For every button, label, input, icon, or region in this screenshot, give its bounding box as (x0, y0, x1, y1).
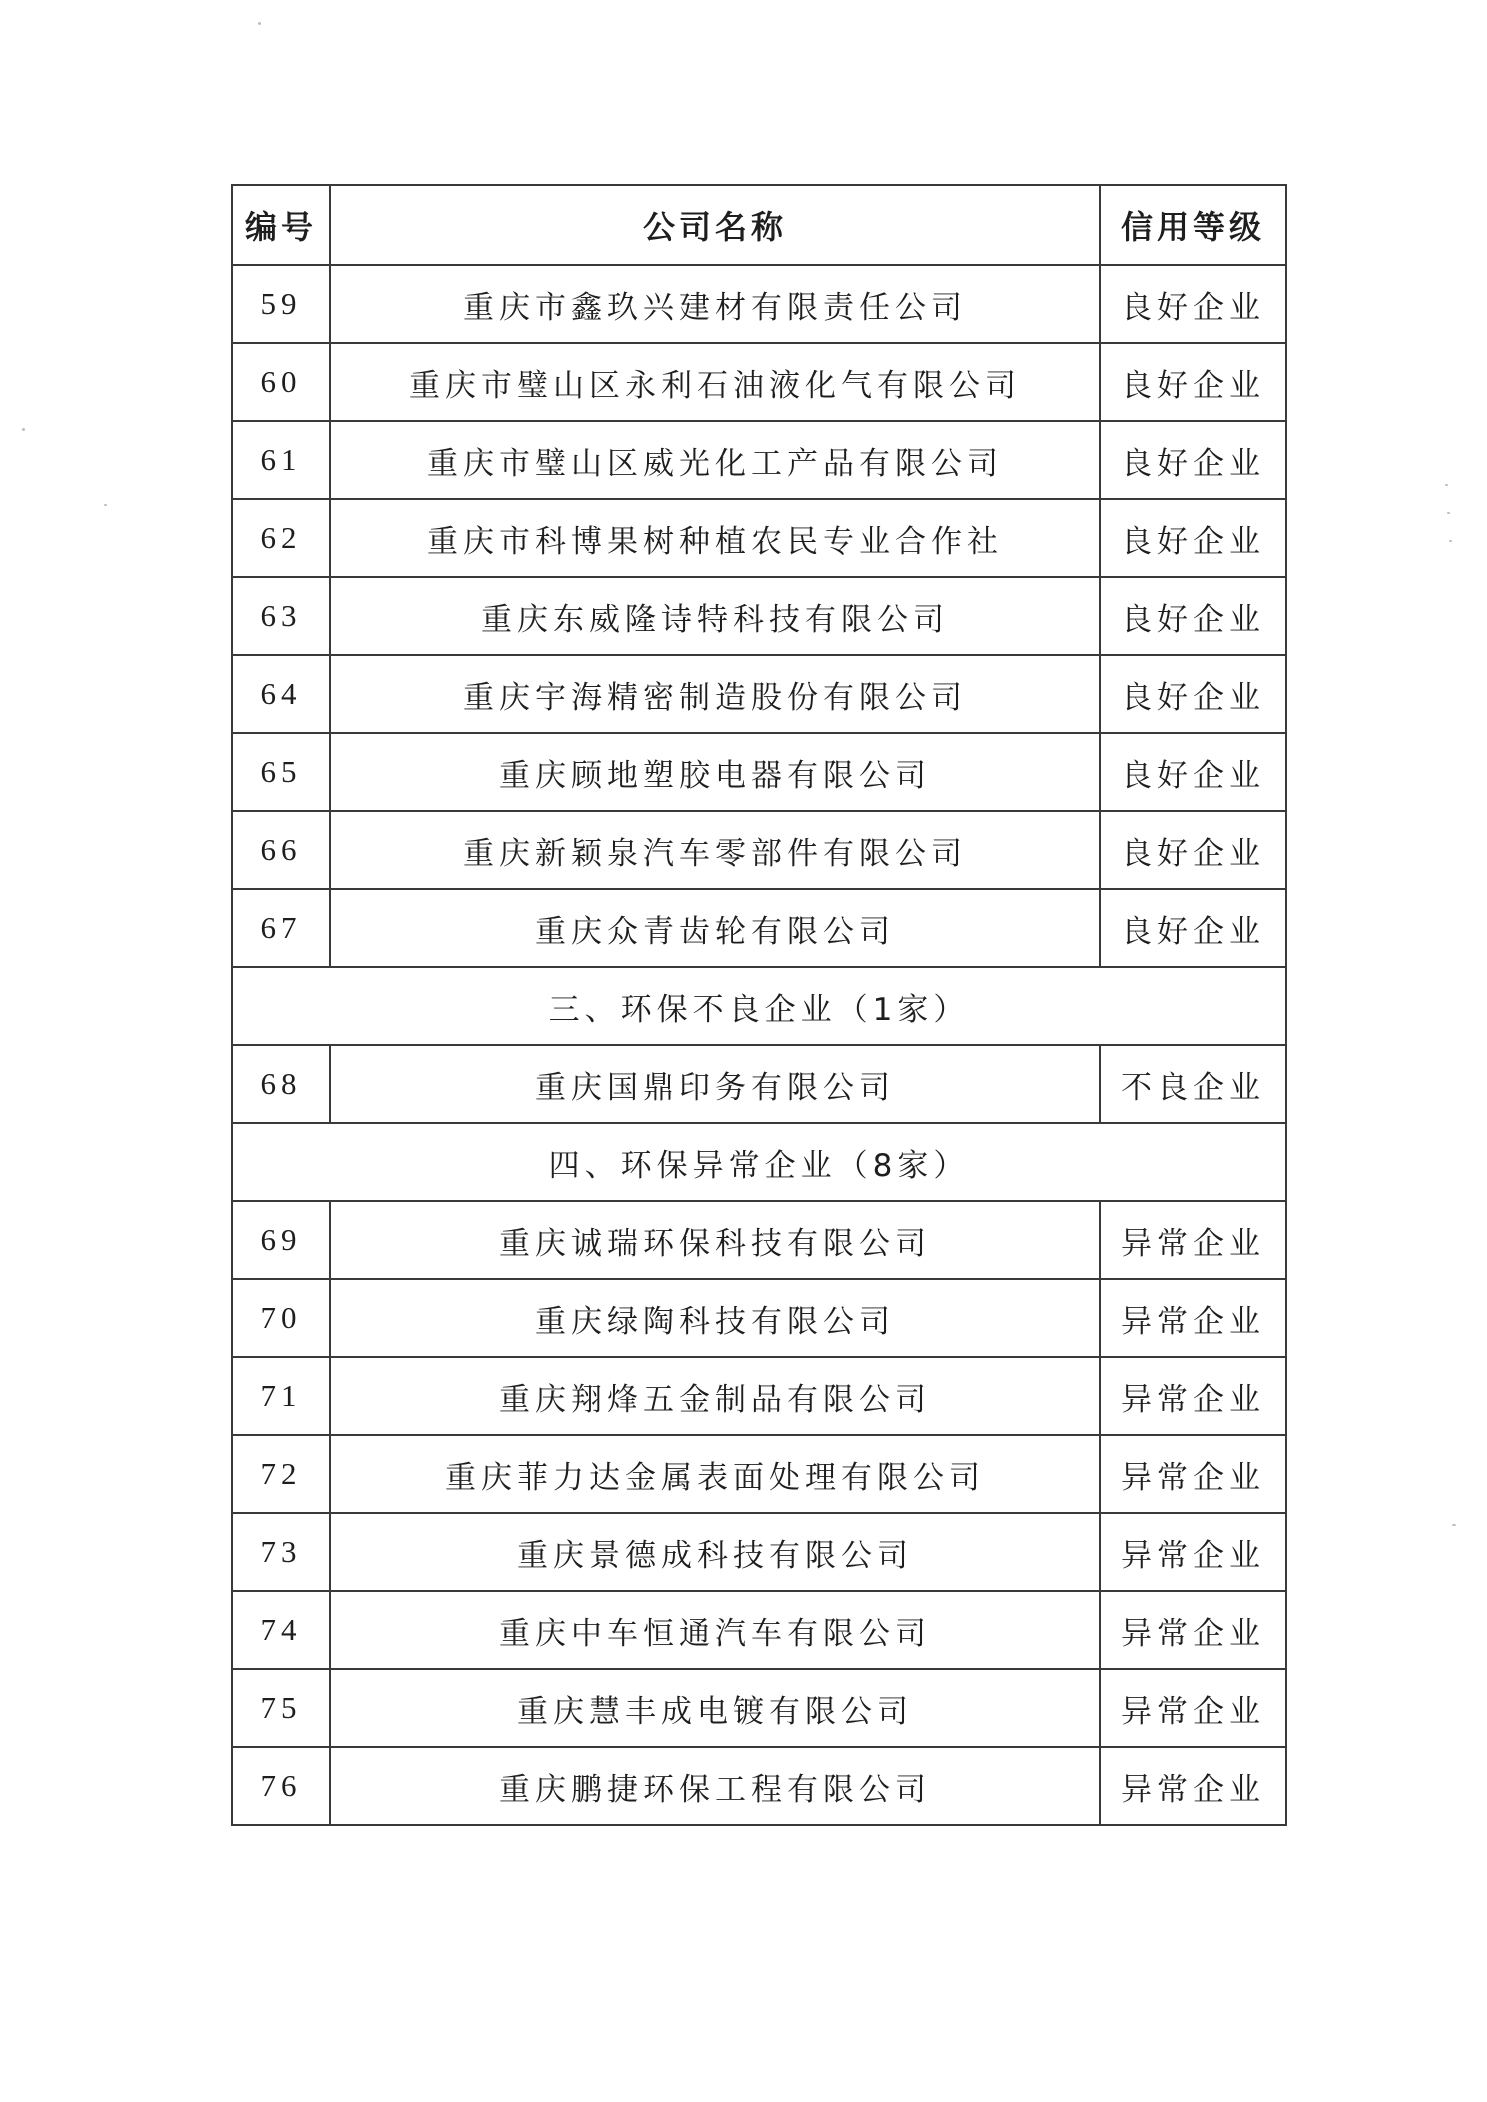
row-credit-rating: 良好企业 (1100, 889, 1286, 967)
row-company-name: 重庆景德成科技有限公司 (330, 1513, 1100, 1591)
row-number: 63 (232, 577, 330, 655)
row-number: 75 (232, 1669, 330, 1747)
row-number: 69 (232, 1201, 330, 1279)
table-row (232, 655, 1286, 733)
row-credit-rating: 异常企业 (1100, 1747, 1286, 1825)
row-number: 70 (232, 1279, 330, 1357)
row-number: 71 (232, 1357, 330, 1435)
section-header-row (232, 1123, 1286, 1201)
row-credit-rating: 良好企业 (1100, 655, 1286, 733)
row-company-name: 重庆菲力达金属表面处理有限公司 (330, 1435, 1100, 1513)
scan-speck (1449, 540, 1452, 542)
header-number: 编号 (232, 185, 330, 265)
row-credit-rating: 良好企业 (1100, 577, 1286, 655)
row-company-name: 重庆顾地塑胶电器有限公司 (330, 733, 1100, 811)
header-credit-rating: 信用等级 (1100, 185, 1286, 265)
table-row (232, 1669, 1286, 1747)
row-credit-rating: 良好企业 (1100, 499, 1286, 577)
row-number: 74 (232, 1591, 330, 1669)
row-number: 76 (232, 1747, 330, 1825)
scan-speck (1445, 484, 1448, 486)
row-credit-rating: 异常企业 (1100, 1279, 1286, 1357)
scan-speck (22, 428, 25, 431)
table-row (232, 889, 1286, 967)
row-company-name: 重庆鹏捷环保工程有限公司 (330, 1747, 1100, 1825)
row-credit-rating: 良好企业 (1100, 811, 1286, 889)
row-number: 62 (232, 499, 330, 577)
scan-speck (1452, 1524, 1456, 1526)
scan-speck (258, 22, 261, 25)
row-credit-rating: 良好企业 (1100, 265, 1286, 343)
row-number: 73 (232, 1513, 330, 1591)
section-title-bad: 三、环保不良企业（1家） (232, 967, 1286, 1045)
row-company-name: 重庆市鑫玖兴建材有限责任公司 (330, 265, 1100, 343)
row-credit-rating: 异常企业 (1100, 1669, 1286, 1747)
row-company-name: 重庆市璧山区威光化工产品有限公司 (330, 421, 1100, 499)
table-row (232, 499, 1286, 577)
table-row (232, 1435, 1286, 1513)
table-header-row (232, 185, 1286, 265)
row-company-name: 重庆诚瑞环保科技有限公司 (330, 1201, 1100, 1279)
table-row (232, 811, 1286, 889)
table-row (232, 421, 1286, 499)
row-credit-rating: 异常企业 (1100, 1513, 1286, 1591)
table-row (232, 265, 1286, 343)
table-row (232, 1279, 1286, 1357)
row-credit-rating: 异常企业 (1100, 1591, 1286, 1669)
row-number: 66 (232, 811, 330, 889)
row-company-name: 重庆东威隆诗特科技有限公司 (330, 577, 1100, 655)
row-credit-rating: 良好企业 (1100, 343, 1286, 421)
row-company-name: 重庆市璧山区永利石油液化气有限公司 (330, 343, 1100, 421)
row-company-name: 重庆众青齿轮有限公司 (330, 889, 1100, 967)
row-credit-rating: 良好企业 (1100, 733, 1286, 811)
table-row (232, 733, 1286, 811)
row-company-name: 重庆绿陶科技有限公司 (330, 1279, 1100, 1357)
table-row (232, 1513, 1286, 1591)
header-company-name: 公司名称 (330, 185, 1100, 265)
section-title-abnormal: 四、环保异常企业（8家） (232, 1123, 1286, 1201)
table-row (232, 1591, 1286, 1669)
section-header-row (232, 967, 1286, 1045)
row-company-name: 重庆新颖泉汽车零部件有限公司 (330, 811, 1100, 889)
row-company-name: 重庆慧丰成电镀有限公司 (330, 1669, 1100, 1747)
row-company-name: 重庆国鼎印务有限公司 (330, 1045, 1100, 1123)
scan-speck (104, 504, 107, 506)
row-number: 65 (232, 733, 330, 811)
row-company-name: 重庆市科博果树种植农民专业合作社 (330, 499, 1100, 577)
table-row (232, 1045, 1286, 1123)
row-number: 72 (232, 1435, 330, 1513)
table-row (232, 343, 1286, 421)
row-credit-rating: 异常企业 (1100, 1357, 1286, 1435)
row-credit-rating: 良好企业 (1100, 421, 1286, 499)
credit-rating-table (231, 184, 1287, 1826)
row-credit-rating: 异常企业 (1100, 1435, 1286, 1513)
row-company-name: 重庆宇海精密制造股份有限公司 (330, 655, 1100, 733)
row-number: 64 (232, 655, 330, 733)
row-company-name: 重庆翔烽五金制品有限公司 (330, 1357, 1100, 1435)
table-row (232, 1747, 1286, 1825)
table-row (232, 577, 1286, 655)
table-row (232, 1201, 1286, 1279)
row-company-name: 重庆中车恒通汽车有限公司 (330, 1591, 1100, 1669)
row-credit-rating: 不良企业 (1100, 1045, 1286, 1123)
row-number: 67 (232, 889, 330, 967)
row-number: 68 (232, 1045, 330, 1123)
row-credit-rating: 异常企业 (1100, 1201, 1286, 1279)
row-number: 61 (232, 421, 330, 499)
row-number: 59 (232, 265, 330, 343)
scan-speck (1447, 512, 1450, 514)
table-row (232, 1357, 1286, 1435)
row-number: 60 (232, 343, 330, 421)
